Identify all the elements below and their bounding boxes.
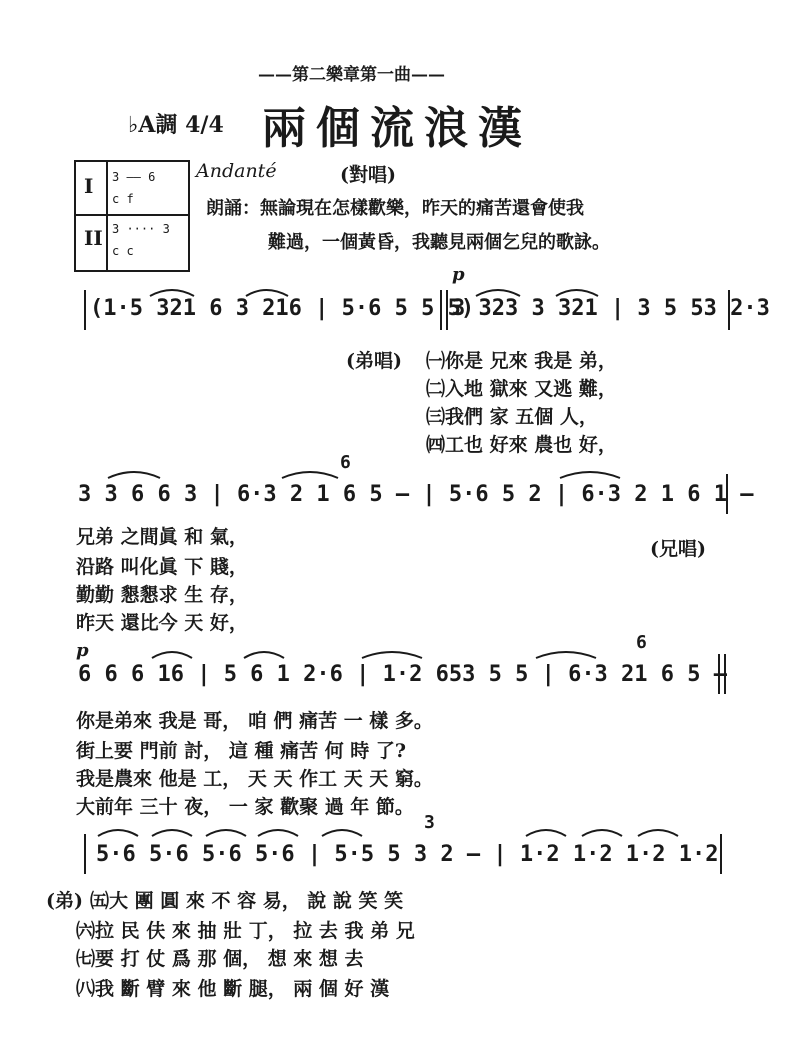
grace-note: 3 — [424, 812, 435, 833]
end-repeat-barline — [718, 654, 720, 694]
recitation-line-2: 難過，一個黃昏，我聽見兩個乞兒的歌詠。 — [268, 232, 610, 253]
recitation-line-1: 朗誦：無論現在怎樣歡樂，昨天的痛苦還會使我 — [206, 198, 584, 219]
lyric-line: 勤勤 懇懇求 生 存， — [76, 584, 248, 606]
voice-2-label: II — [84, 226, 103, 250]
lyric-line: ㈧我 斷 臂 來 他 斷 腿， 兩 個 好 漢 — [76, 978, 390, 1000]
lyric-line: 大前年 三十 夜， 一 家 歡聚 過 年 節。 — [76, 796, 414, 818]
lyric-line: ㈠你是 兄來 我是 弟， — [426, 350, 617, 372]
notes-system-3: 6 6 6 16 | 5 6 1 2·6 | 1·2 653 5 5 | 6·3 21 6 5 — — [78, 662, 728, 687]
grace-note: 6 — [636, 632, 647, 653]
lyric-line: 昨天 還比今 天 好， — [76, 612, 248, 634]
song-title: 兩個流浪漢 — [262, 103, 532, 154]
singer-marker: (弟) — [46, 890, 83, 912]
notes-system-1-verse: 3 323 3 321 | 3 5 53 2·3 — [452, 296, 770, 321]
movement-heading: ——第二樂章第一曲—— — [258, 65, 445, 85]
lyric-line: ㈦要 打 仗 爲 那 個， 想 來 想 去 — [76, 948, 364, 970]
lyric-line: 街上要 門前 討， 這 種 痛苦 何 時 了? — [76, 740, 407, 762]
voice-1-label: I — [84, 174, 94, 198]
lyric-line: 兄弟 之間眞 和 氣， — [76, 526, 248, 548]
barline — [720, 834, 722, 874]
tempo-marking: Andanté — [196, 160, 277, 182]
notes-system-1-intro: (1·5 321 6 3 216 | 5·6 5 5 5) — [90, 296, 475, 321]
lyric-line: ㈤大 團 圓 來 不 容 易， 說 說 笑 笑 — [90, 890, 404, 912]
voice-2-range-top: 3 ···· 3 — [112, 222, 170, 236]
notes-system-4: 5·6 5·6 5·6 5·6 | 5·5 5 3 2 — | 1·2 1·2 1·2 1·2 — [96, 842, 719, 867]
lyric-line: ㈢我們 家 五個 人， — [426, 406, 598, 428]
singer-marker: (兄唱) — [650, 538, 706, 560]
repeat-barline — [84, 834, 86, 874]
lyric-line: ㈣工也 好來 農也 好， — [426, 434, 617, 456]
lyric-line: ㈡入地 獄來 又逃 難， — [426, 378, 617, 400]
lyric-line: 沿路 叫化眞 下 賤， — [76, 556, 248, 578]
dynamic-mark: p — [76, 640, 89, 661]
repeat-barline — [84, 290, 86, 330]
voice-1-range-bottom: c f — [112, 192, 134, 206]
notes-system-2: 3 3 6 6 3 | 6·3 2 1 6 5 — | 5·6 5 2 | 6·3 2 1 6 1 — — [78, 482, 754, 507]
lyric-line: 我是農來 他是 工， 天 天 作工 天 天 窮。 — [76, 768, 433, 790]
lyric-line: ㈥拉 民 伕 來 抽 壯 丁， 拉 去 我 弟 兄 — [76, 920, 415, 942]
barline — [726, 474, 728, 514]
voice-2-range-bottom: c c — [112, 244, 134, 258]
end-repeat-barline — [724, 654, 726, 694]
singer-marker: (弟唱) — [346, 350, 402, 372]
performance-note: (對唱) — [340, 164, 396, 186]
grace-note: 6 — [340, 452, 351, 473]
dynamic-mark: p — [452, 264, 465, 285]
key-signature: ♭A調 4/4 — [128, 112, 224, 138]
voice-1-range-top: 3 —— 6 — [112, 170, 156, 184]
lyric-line: 你是弟來 我是 哥， 咱 們 痛苦 一 樣 多。 — [76, 710, 433, 732]
